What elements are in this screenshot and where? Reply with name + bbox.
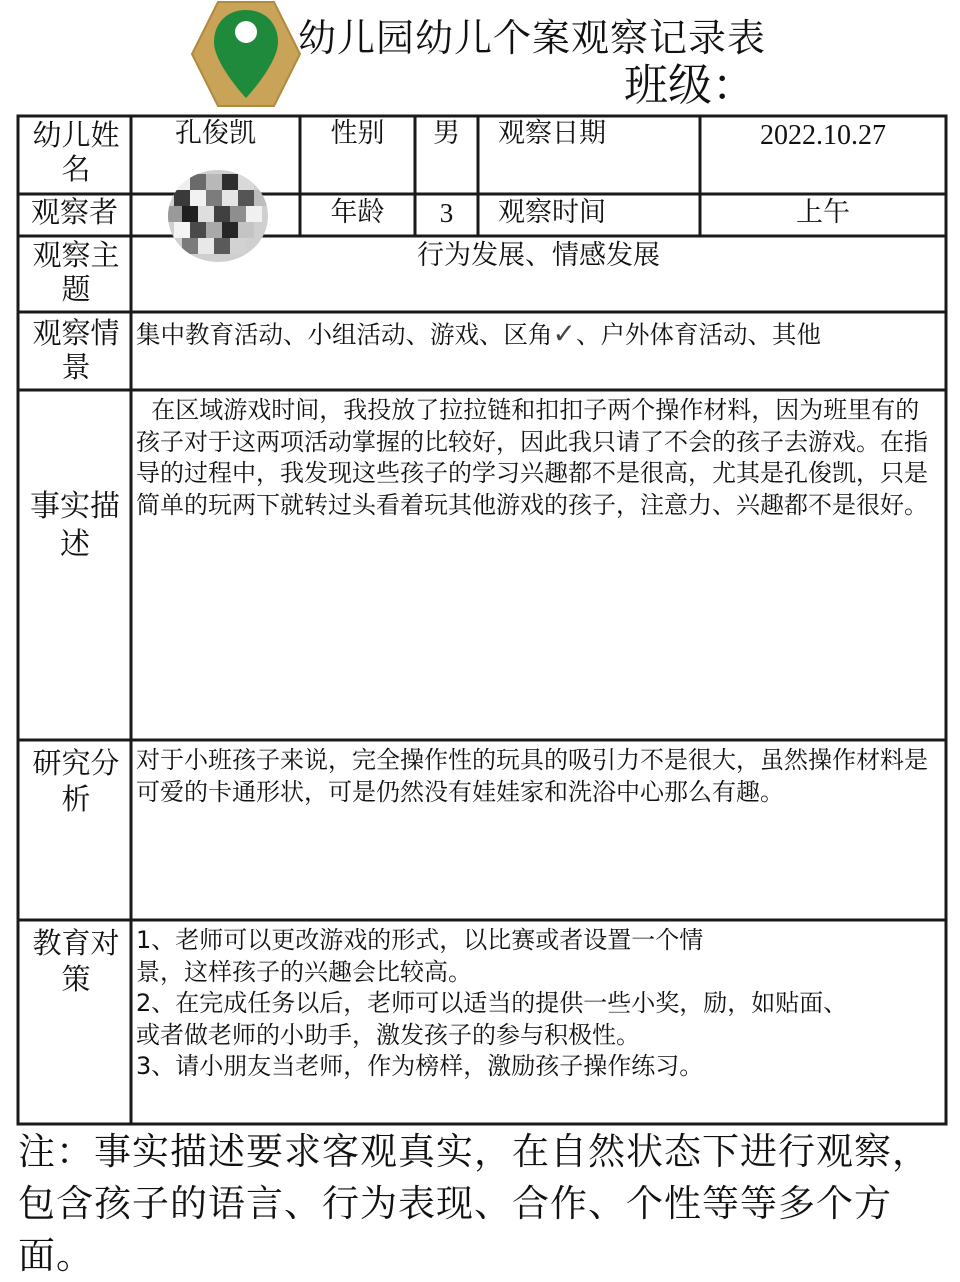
age-label: 年龄	[330, 197, 385, 228]
gender-value: 男	[433, 118, 460, 149]
observe-time-label: 观察时间	[498, 197, 606, 228]
analysis-label: 研究分析	[32, 746, 120, 816]
class-label: 班级：	[624, 60, 756, 111]
observe-date-label: 观察日期	[498, 118, 606, 149]
topic-label: 观察主题	[32, 238, 120, 306]
map-pin-icon	[190, 0, 302, 108]
strategy-line: 2、在完成任务以后，老师可以适当的提供一些小奖，励，如贴面、	[136, 989, 848, 1017]
age-value: 3	[439, 198, 454, 228]
scene-options	[136, 318, 821, 350]
scene-label: 观察情景	[32, 316, 120, 384]
strategy-line: 3、请小朋友当老师，作为榜样，激励孩子操作练习。	[136, 1052, 704, 1080]
checkmark-icon: ✓	[552, 317, 576, 350]
strategy-text	[136, 925, 942, 1083]
page-title: 幼儿园幼儿个案观察记录表	[298, 16, 767, 60]
scene-options-after: 、户外体育活动、其他	[575, 320, 821, 349]
gender-label: 性别	[330, 118, 385, 149]
observer-label: 观察者	[30, 195, 118, 229]
observe-date-value: 2022.10.27	[760, 120, 886, 151]
strategy-line: 或者做老师的小助手，激发孩子的参与积极性。	[136, 1020, 640, 1049]
strategy-label: 教育对策	[32, 926, 120, 996]
strategy-line: 景，这样孩子的兴趣会比较高。	[136, 957, 472, 986]
observe-time-value: 上午	[796, 197, 850, 228]
scene-options-before: 集中教育活动、小组活动、游戏、区角	[136, 320, 553, 349]
topic-value: 行为发展、情感发展	[417, 240, 660, 271]
facts-text: 在区域游戏时间，我投放了拉拉链和扣扣子两个操作材料，因为班里有的孩子对于这两项活动掌握的比较好，因此我只请了不会的孩子去游戏。在指导的过程中，我发现这些孩子的学习兴趣都不是很高，尤其是孔俊凯，只是简单的玩两下就转过头看着玩其他游戏的孩子，注意力、兴趣都不是很好。	[136, 396, 928, 519]
footer-note: 注：事实描述要求客观真实，在自然状态下进行观察，包含孩子的语言、行为表现、合作、个性等等多个方面。	[18, 1130, 930, 1277]
facts-label: 事实描述	[30, 489, 120, 562]
child-name-value: 孔俊凯	[175, 118, 256, 149]
strategy-line: 1、老师可以更改游戏的形式，以比赛或者设置一个情	[136, 926, 704, 954]
child-name-label: 幼儿姓名	[32, 118, 120, 186]
analysis-text: 对于小班孩子来说，完全操作性的玩具的吸引力不是很大，虽然操作材料是可爱的卡通形状，可是仍然没有娃娃家和洗浴中心那么有趣。	[136, 746, 928, 806]
